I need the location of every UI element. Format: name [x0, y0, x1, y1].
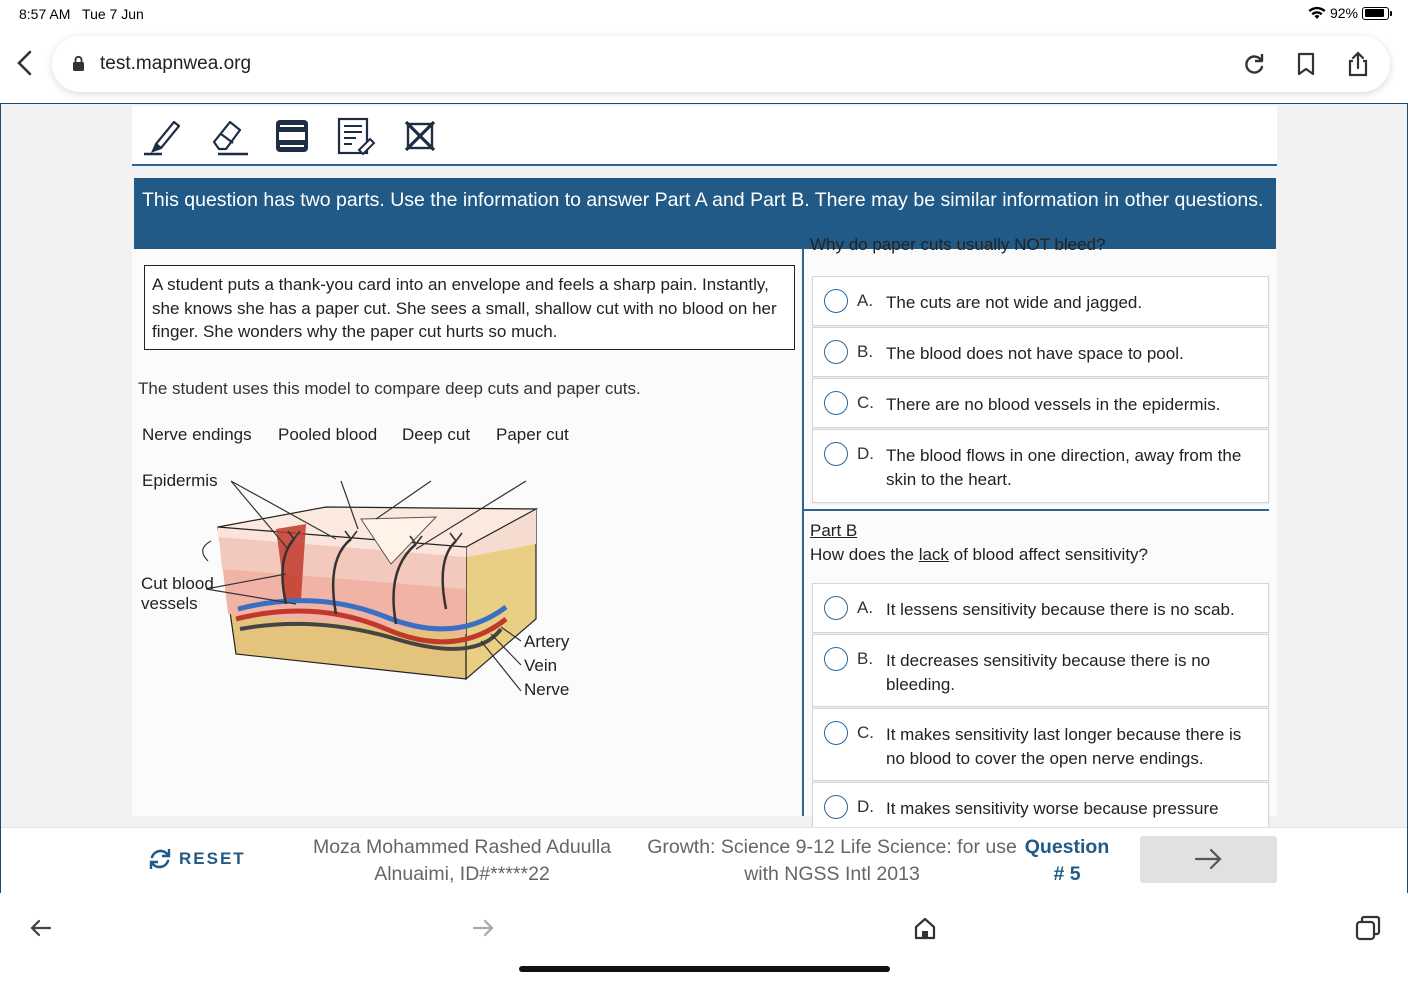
wifi-icon	[1308, 6, 1326, 20]
answer-eliminator-icon[interactable]	[398, 114, 442, 158]
skin-cut-diagram	[136, 425, 606, 729]
radio-c[interactable]	[824, 721, 848, 745]
passage-text: A student puts a thank-you card into an envelope and feels a sharp pain. Instantly, she knows she has a paper cut. She sees a small, shallow cut with no blood on her finger. She wonders why the paper cut hurts so much.	[144, 265, 795, 350]
model-intro: The student uses this model to compare deep cuts and paper cuts.	[138, 379, 641, 398]
highlighter-icon[interactable]	[142, 114, 186, 158]
forward-arrow-icon[interactable]	[468, 913, 498, 943]
label-pooled-blood: Pooled blood	[278, 425, 378, 444]
label-cut-blood-vessels: Cut blood vessels	[141, 574, 214, 613]
browser-bottom-bar	[0, 893, 1408, 982]
status-bar	[0, 0, 1408, 28]
home-indicator	[519, 966, 890, 972]
eraser-icon[interactable]	[208, 114, 252, 158]
part-a-question: Why do paper cuts usually NOT bleed?	[810, 235, 1106, 254]
question-number: Question # 5	[1024, 836, 1110, 885]
bookmark-icon[interactable]	[1292, 50, 1320, 78]
question-pane[interactable]	[804, 235, 1277, 818]
notepad-icon[interactable]	[334, 114, 378, 158]
label-nerve-endings: Nerve endings	[142, 425, 252, 444]
radio-a[interactable]	[824, 289, 848, 313]
reset-button[interactable]	[147, 846, 246, 872]
status-right	[1308, 5, 1389, 21]
line-reader-icon[interactable]	[270, 114, 314, 158]
label-artery: Artery	[524, 632, 570, 651]
part-a-choice-d[interactable]: D. The blood flows in one direction, away from the skin to the heart.	[812, 429, 1269, 503]
radio-d[interactable]	[824, 795, 848, 819]
part-b-question: How does the lack of blood affect sensitivity?	[810, 545, 1148, 564]
part-b-title: Part B	[810, 521, 858, 540]
label-epidermis: Epidermis	[142, 471, 218, 490]
tabs-icon[interactable]	[1353, 913, 1383, 943]
chevron-left-icon	[14, 48, 34, 78]
radio-c[interactable]	[824, 391, 848, 415]
label-deep-cut: Deep cut	[402, 425, 471, 444]
lock-icon	[72, 55, 85, 72]
battery-icon	[1362, 7, 1389, 20]
radio-a[interactable]	[824, 596, 848, 620]
part-a-choice-c[interactable]: C. There are no blood vessels in the epidermis.	[812, 378, 1269, 428]
battery-percent: 92%	[1329, 5, 1358, 21]
label-nerve: Nerve	[524, 680, 570, 699]
status-time: 8:57 AM Tue 7 Jun	[19, 6, 144, 22]
tool-bar	[132, 106, 1277, 166]
passage-pane	[132, 249, 801, 816]
part-a-choice-b[interactable]: B. The blood does not have space to pool.	[812, 327, 1269, 377]
part-b-choice-d[interactable]: D. It makes sensitivity worse because pressure	[812, 782, 1269, 855]
part-separator	[804, 509, 1269, 511]
part-a-choice-a[interactable]: A. The cuts are not wide and jagged.	[812, 276, 1269, 326]
arrow-right-icon	[1140, 836, 1277, 883]
test-app	[0, 103, 1408, 893]
part-b-choice-c[interactable]: C. It makes sensitivity last longer because there is no blood to cover the open nerve endings.	[812, 708, 1269, 781]
test-name: Growth: Science 9-12 Life Science: for use with NGSS Intl 2013	[647, 836, 1017, 885]
label-paper-cut: Paper cut	[496, 425, 569, 444]
browser-back-button[interactable]	[14, 48, 42, 78]
label-vein: Vein	[524, 656, 558, 675]
radio-b[interactable]	[824, 647, 848, 671]
radio-d[interactable]	[824, 442, 848, 466]
next-question-button[interactable]	[1140, 836, 1277, 883]
part-b-choice-b[interactable]: B. It decreases sensitivity because there is no bleeding.	[812, 634, 1269, 707]
reset-label: RESET	[179, 849, 246, 868]
test-footer	[1, 827, 1407, 893]
reset-icon	[147, 846, 173, 872]
address-bar[interactable]	[52, 36, 1390, 92]
reload-icon[interactable]	[1240, 50, 1268, 78]
back-arrow-icon[interactable]	[26, 913, 56, 943]
student-info: Moza Mohammed Rashed Aduulla Alnuaimi, ID#*****22	[312, 836, 612, 885]
url-text: test.mapnwea.org	[100, 53, 252, 74]
instructions-banner: This question has two parts. Use the information to answer Part A and Part B. There may be similar information in other questions.	[134, 178, 1276, 249]
home-icon[interactable]	[910, 913, 940, 943]
part-b-choice-a[interactable]: A. It lessens sensitivity because there is no scab.	[812, 583, 1269, 633]
radio-b[interactable]	[824, 340, 848, 364]
share-icon[interactable]	[1344, 50, 1372, 78]
